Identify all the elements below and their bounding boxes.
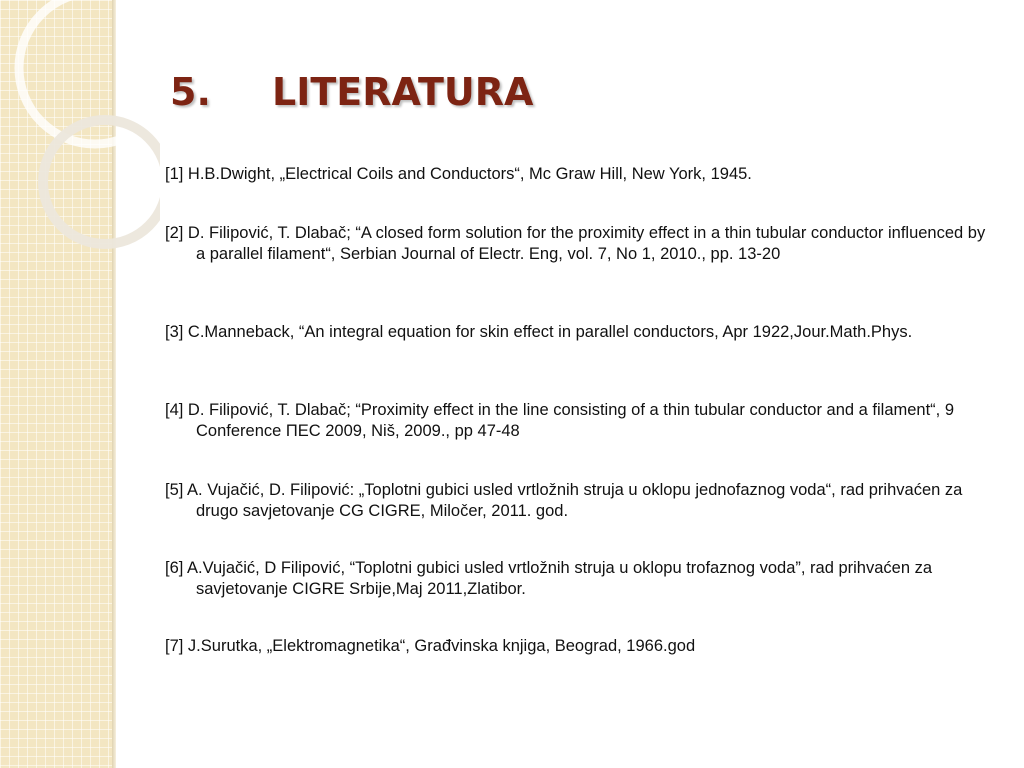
slide-title	[170, 70, 533, 114]
reference-item-1: [1] H.B.Dwight, „Electrical Coils and Conductors“, Mc Graw Hill, New York, 1945.	[165, 165, 752, 183]
reference-item-3: [3] C.Manneback, “An integral equation for skin effect in parallel conductors, Apr 1922,Jour.Math.Phys.	[165, 323, 913, 341]
decorative-ring-small	[43, 120, 160, 244]
slide-title-text: LITERATURA	[272, 70, 534, 114]
reference-item-6: [6] A.Vujačić, D Filipović, “Toplotni gubici usled vrtložnih struja u oklopu trofaznog voda”, rad prihvaćen za savjetovanje CIGRE Srbije,Maj 2011,Zlatibor.	[165, 559, 933, 598]
reference-item-7: [7] J.Surutka, „Elektromagnetika“, Građvinska knjiga, Beograd, 1966.god	[165, 637, 696, 655]
decorative-rings	[0, 0, 160, 260]
reference-item-5: [5] A. Vujačić, D. Filipović: „Toplotni gubici usled vrtložnih struja u oklopu jednofaznog voda“, rad prihvaćen za drugo savjetovanje CG CIGRE, Miločer, 2011. god.	[165, 481, 963, 520]
reference-item-2: [2] D. Filipović, T. Dlabač; “A closed form solution for the proximity effect in a thin tubular conductor influenced by a parallel filament“, Serbian Journal of Electr. Eng, vol. 7, No 1, 2010., pp. 13-20	[165, 224, 986, 263]
reference-item-4: [4] D. Filipović, T. Dlabač; “Proximity effect in the line consisting of a thin tubular conductor and a filament“, 9 Conference ПЕС 2009, Niš, 2009., pp 47-48	[165, 401, 955, 440]
slide-title-number: 5.	[170, 70, 211, 114]
